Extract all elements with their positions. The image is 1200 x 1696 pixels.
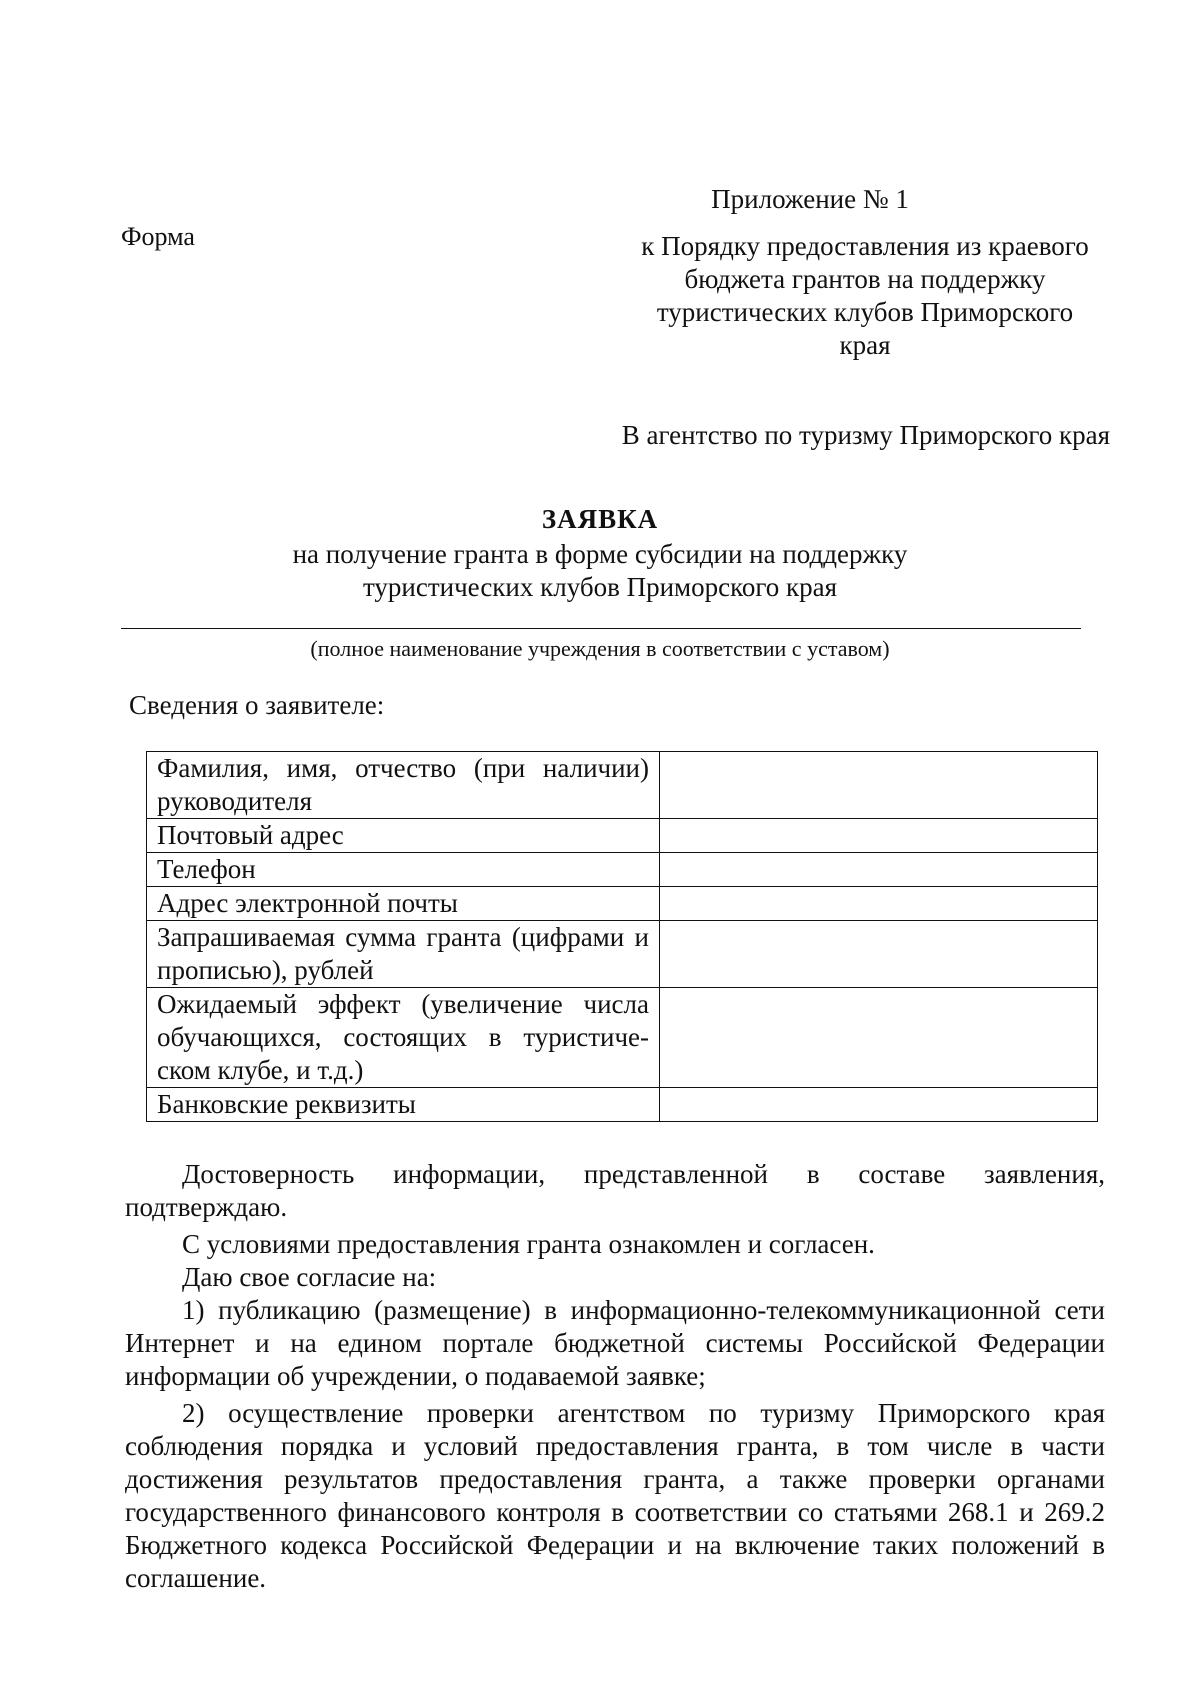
- row-label-grant-amount: Запрашиваемая сумма гранта (цифрами и прописью), рублей: [147, 921, 660, 988]
- row-value-grant-amount[interactable]: [660, 921, 1098, 988]
- row-label-expected-effect: Ожидаемый эффект (увеличение числа обучающихся, состоящих в туристиче-ском клубе, и т.д.): [147, 988, 660, 1088]
- appendix-ref-line: края: [839, 330, 891, 360]
- subtitle-line: туристических клубов Приморского края: [362, 572, 838, 602]
- table-row: [147, 1088, 1098, 1122]
- subtitle-line: на получение гранта в форме субсидии на поддержку: [292, 539, 908, 569]
- table-row: [147, 853, 1098, 887]
- row-value-phone[interactable]: [660, 853, 1098, 887]
- statements-section: [125, 1158, 1105, 1595]
- row-value-postal-address[interactable]: [660, 819, 1098, 853]
- row-label-bank-details: Банковские реквизиты: [147, 1088, 660, 1122]
- applicant-heading: Сведения о заявителе:: [129, 690, 385, 720]
- statement-consent-intro: Даю свое согласие на:: [182, 1262, 437, 1292]
- institution-name-caption: (полное наименование учреждения в соответствии с уставом): [310, 636, 890, 661]
- row-value-expected-effect[interactable]: [660, 988, 1098, 1088]
- table-row: [147, 819, 1098, 853]
- document-subtitle: [0, 538, 1200, 604]
- statement-consent-1: 1) публикацию (размещение) в информационно-телекоммуникационной сети Интернет и на едином портале бюджетной системы Российской Федерации информации об учреждении, о подаваемой заявке;: [125, 1295, 1105, 1391]
- statement-reliability: Достоверность информации, представленной в составе заявления, подтверждаю.: [125, 1159, 1105, 1222]
- form-label: Форма: [121, 222, 195, 251]
- document-title: ЗАЯВКА: [541, 504, 659, 534]
- appendix-ref-line: туристических клубов Приморского: [656, 297, 1074, 327]
- addressee: В агентство по туризму Приморского края: [621, 420, 1110, 450]
- appendix-ref-line: бюджета грантов на поддержку: [684, 264, 1046, 294]
- row-label-email: Адрес электронной почты: [147, 887, 660, 921]
- row-label-postal-address: Почтовый адрес: [147, 819, 660, 853]
- table-row: [147, 988, 1098, 1088]
- statement-consent-2: 2) осуществление проверки агентством по туризму Приморского края соблюдения порядка и условий предоставления гранта, в том числе в части достижения результатов предоставления гранта, а также проверки органами государственного финансового контроля в соответствии со статьями 268.1 и 269.2 Бюджетного кодекса Российской Федерации и на включение таких положений в соглашение.: [125, 1398, 1105, 1593]
- institution-name-line: [121, 628, 1081, 629]
- appendix-ref-line: к Порядку предоставления из краевого: [641, 231, 1089, 261]
- table-row: [147, 752, 1098, 819]
- row-value-bank-details[interactable]: [660, 1088, 1098, 1122]
- appendix-reference: [600, 230, 1130, 362]
- statement-acknowledgement: С условиями предоставления гранта ознакомлен и согласен.: [182, 1229, 875, 1259]
- row-label-phone: Телефон: [147, 853, 660, 887]
- row-value-director-name[interactable]: [660, 752, 1098, 819]
- table-row: [147, 921, 1098, 988]
- row-label-director-name: Фамилия, имя, отчество (при наличии) руководителя: [147, 752, 660, 819]
- applicant-info-table: [146, 751, 1098, 1122]
- row-value-email[interactable]: [660, 887, 1098, 921]
- appendix-title: Приложение № 1: [711, 184, 909, 214]
- table-row: [147, 887, 1098, 921]
